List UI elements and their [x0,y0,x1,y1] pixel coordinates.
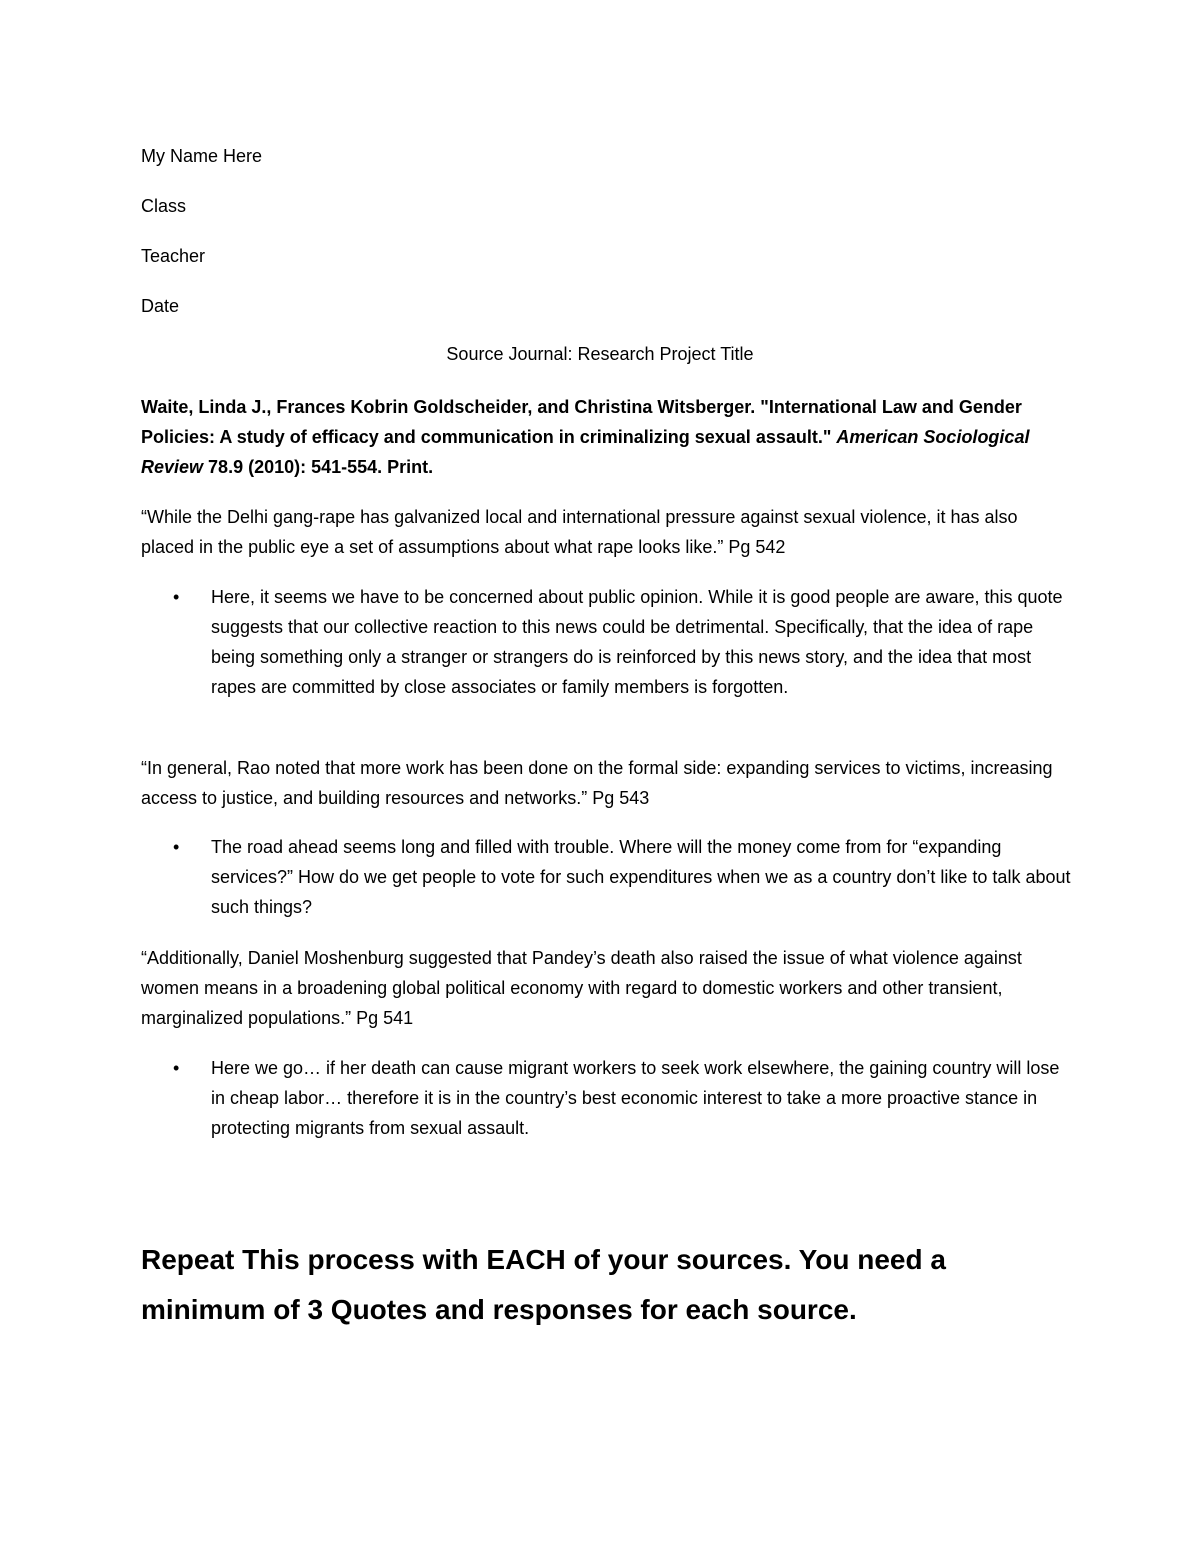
citation-details: 78.9 (2010): 541-554. Print. [203,457,434,477]
quote-3: “Additionally, Daniel Moshenburg suggested that Pandey’s death also raised the issue of what violence against women means in a broadening global political economy with regard to domestic workers and other transient, marginalized populations.” Pg 541 [141,948,1022,1028]
bullet-2: • [173,837,180,857]
bullet-1: • [173,587,180,607]
citation-authors-title: Waite, Linda J., Frances Kobrin Goldscheider, and Christina Witsberger. "International Law and Gender Policies: A study of efficacy and communication in criminalizing sexual assault." [141,397,1022,447]
bullet-3: • [173,1058,180,1078]
citation-journal: American Sociological Review [141,427,1030,477]
repeat-instruction: Repeat This process with EACH of your sources. You need a minimum of 3 Quotes and responses for each source. [141,1244,946,1325]
response-2: The road ahead seems long and filled with trouble. Where will the money come from for “expanding services?” How do we get people to vote for such expenditures when we as a country don’t like to talk about such things? [211,837,1071,917]
response-3: Here we go… if her death can cause migrant workers to seek work elsewhere, the gaining country will lose in cheap labor… therefore it is in the country’s best economic interest to take a more proactive stance in protecting migrants from sexual assault. [211,1058,1060,1138]
document-title: Source Journal: Research Project Title [446,344,754,364]
teacher-label: Teacher [141,246,206,266]
response-1: Here, it seems we have to be concerned about public opinion. While it is good people are aware, this quote suggests that our collective reaction to this news could be detrimental. Specifically, that the idea of rape being something only a stranger or strangers do is reinforced by this news story, and the idea that most rapes are committed by close associates or family members is forgotten. [211,587,1063,697]
quote-1: “While the Delhi gang-rape has galvanized local and international pressure against sexual violence, it has also placed in the public eye a set of assumptions about what rape looks like.” Pg 542 [141,507,1018,557]
student-name: My Name Here [141,146,263,166]
date-label: Date [141,296,180,316]
quote-2: “In general, Rao noted that more work has been done on the formal side: expanding services to victims, increasing access to justice, and building resources and networks.” Pg 543 [141,758,1053,808]
citation [141,392,1061,482]
class-label: Class [141,196,187,216]
